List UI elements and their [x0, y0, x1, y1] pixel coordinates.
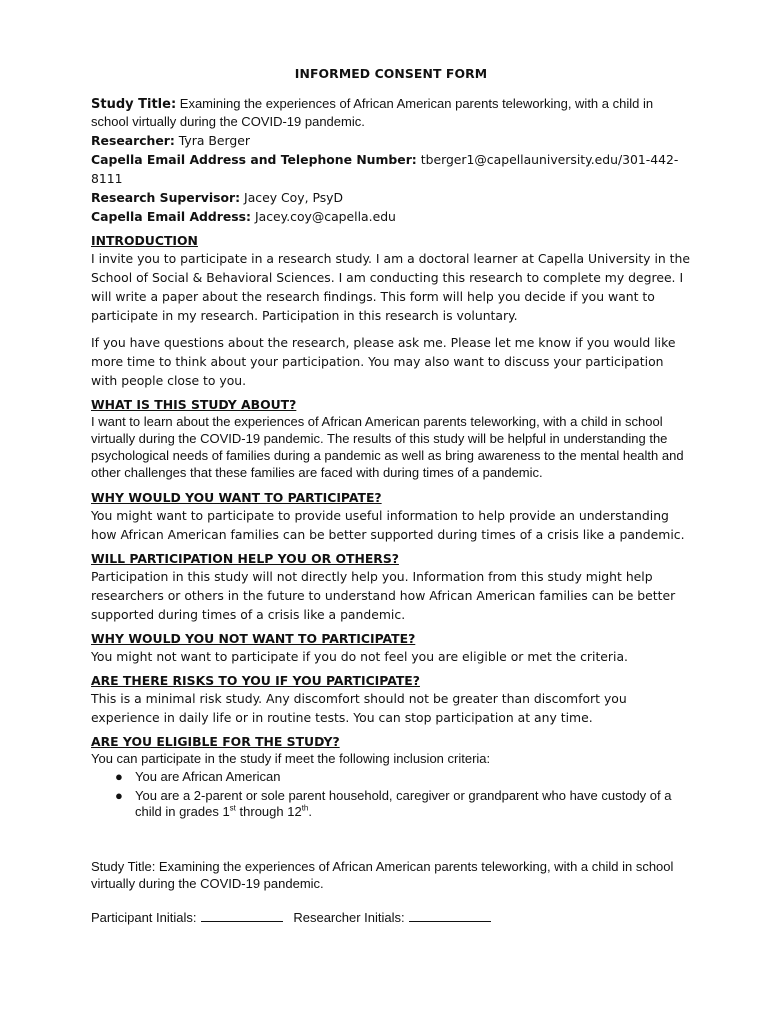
supervisor-email-label: Capella Email Address:	[91, 209, 251, 224]
form-title: INFORMED CONSENT FORM	[294, 66, 488, 81]
supervisor-label: Research Supervisor:	[91, 190, 241, 205]
researcher-label: Researcher:	[91, 133, 175, 148]
contact-value: tberger1@capellauniversity.edu/301-442-8111	[91, 152, 679, 186]
researcher-value: Tyra Berger	[178, 133, 250, 148]
participant-initials-field[interactable]	[201, 910, 283, 922]
eligibility-paragraph: You can participate in the study if meet the following inclusion criteria:	[91, 751, 491, 766]
researcher-initials-field[interactable]	[409, 910, 491, 922]
study-title-value: Examining the experiences of African American parents teleworking, with a child in school virtually during the COVID-19 pandemic.	[91, 96, 654, 129]
researcher-line	[91, 131, 691, 150]
supervisor-email-line	[91, 207, 691, 226]
why-participate-paragraph: You might want to participate to provide useful information to help provide an understanding how African American families can be better supported during times of a crisis like a pandemic.	[91, 508, 685, 542]
criteria-text: You are a 2-parent or sole parent household, caregiver or grandparent who have custody of a child in grades 1st through 12th.	[135, 788, 672, 819]
criteria-text: You are African American	[135, 769, 281, 784]
supervisor-value: Jacey Coy, PsyD	[244, 190, 344, 205]
contact-label: Capella Email Address and Telephone Number:	[91, 152, 417, 167]
section-heading-risks: ARE THERE RISKS TO YOU IF YOU PARTICIPATE?	[91, 673, 420, 688]
section-heading-why-participate: WHY WOULD YOU WANT TO PARTICIPATE?	[91, 490, 382, 505]
not-participate-paragraph: You might not want to participate if you do not feel you are eligible or met the criteria.	[91, 649, 628, 664]
risks-paragraph: This is a minimal risk study. Any discomfort should not be greater than discomfort you experience in daily life or in routine tests. You can stop participation at any time.	[91, 691, 627, 725]
about-paragraph: I want to learn about the experiences of African American parents teleworking, with a child in school virtually during the COVID-19 pandemic. The results of this study will be helpful in understanding the psychological needs of families during a pandemic as well as bring awareness to the mental health and other challenges that these families are faced with during times of a pandemic.	[91, 414, 684, 480]
participant-initials-label: Participant Initials:	[91, 910, 197, 925]
consent-form-page	[91, 66, 691, 939]
section-heading-eligibility: ARE YOU ELIGIBLE FOR THE STUDY?	[91, 734, 340, 749]
section-heading-introduction: INTRODUCTION	[91, 233, 198, 248]
section-heading-about: WHAT IS THIS STUDY ABOUT?	[91, 397, 297, 412]
filled-circle-icon: ●	[115, 788, 123, 803]
filled-circle-icon: ●	[115, 769, 123, 784]
introduction-paragraph-1: I invite you to participate in a research study. I am a doctoral learner at Capella University in the School of Social & Behavioral Sciences. I am conducting this research to complete my degree. I will write a paper about the research findings. This form will help you decide if you want to participate in my research. Participation in this research is voluntary.	[91, 251, 691, 323]
help-paragraph: Participation in this study will not directly help you. Information from this study might help researchers or others in the future to understand how African American families can be better supported during times of a crisis like a pandemic.	[91, 569, 676, 622]
introduction-paragraph-2: If you have questions about the research, please ask me. Please let me know if you would like more time to think about your participation. You may also want to discuss your participation with people close to you.	[91, 335, 676, 388]
footer-study-title: Study Title: Examining the experiences of African American parents teleworking, with a child in school virtually during the COVID-19 pandemic.	[91, 859, 674, 891]
section-heading-not-participate: WHY WOULD YOU NOT WANT TO PARTICIPATE?	[91, 631, 416, 646]
supervisor-email-value: Jacey.coy@capella.edu	[254, 209, 396, 224]
section-heading-help: WILL PARTICIPATION HELP YOU OR OTHERS?	[91, 551, 399, 566]
study-title-line	[91, 95, 691, 130]
list-item	[91, 788, 691, 820]
contact-line	[91, 150, 691, 188]
supervisor-line	[91, 188, 691, 207]
researcher-initials-label: Researcher Initials:	[293, 910, 405, 925]
inclusion-criteria-list	[91, 769, 691, 820]
initials-line	[91, 909, 691, 926]
list-item	[91, 769, 691, 785]
study-title-label: Study Title:	[91, 97, 177, 112]
